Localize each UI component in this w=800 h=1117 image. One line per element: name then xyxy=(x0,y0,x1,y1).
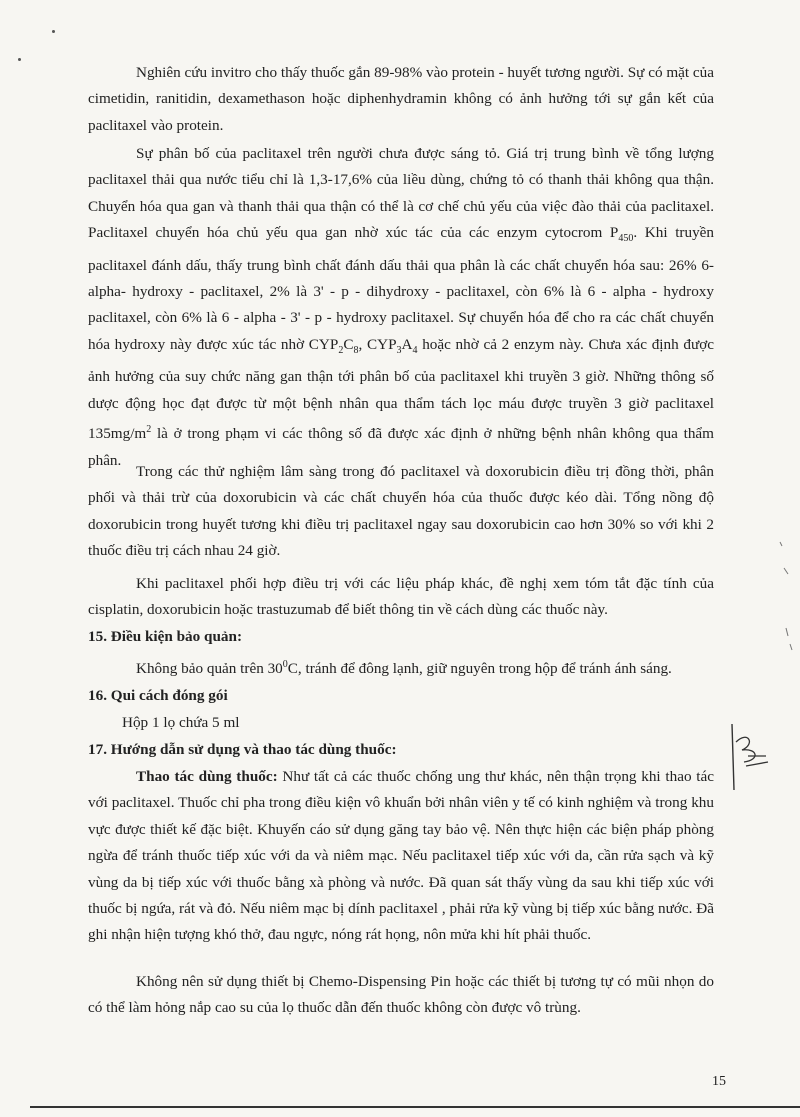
footer-rule xyxy=(30,1106,800,1108)
paragraph-dispensing-pin-warning: Không nên sử dụng thiết bị Chemo-Dispensing Pin hoặc các thiết bị tương tự có mũi nhọn do có thể làm hỏng nắp cao su của lọ thuốc dẫn đến thuốc không còn được vô trùng. xyxy=(88,973,714,1017)
handwritten-initials xyxy=(718,720,778,800)
heading-storage: 15. Điều kiện bảo quản: xyxy=(88,628,243,645)
paragraph-handling: Thao tác dùng thuốc: Như tất cả các thuốc chống ung thư khác, nên thận trọng khi thao tác với paclitaxel. Thuốc chỉ pha trong điều kiện vô khuẩn bởi nhân viên y tế có kinh nghiệm và trong khu vực được thiết kế đặc biệt. Khuyến cáo sử dụng găng tay bảo vệ. Nên thực hiện các biện pháp phòng ngừa để tránh thuốc tiếp xúc với da và niêm mạc. Nếu paclitaxel tiếp xúc với da, cần rửa sạch và kỹ vùng da bị tiếp xúc với thuốc bằng xà phòng và nước. Đã quan sát thấy vùng da sau khi tiếp xúc với thuốc bị ngứa, rát và đỏ. Nếu niêm mạc bị dính paclitaxel , phải rửa kỹ vùng bị tiếp xúc bằng nước. Đã ghi nhận hiện tượng khó thở, đau ngực, nóng rát họng, nôn mửa khi hít phải thuốc. xyxy=(88,768,714,944)
scan-edge-marks xyxy=(776,540,796,660)
handling-label: Thao tác dùng thuốc: xyxy=(136,768,278,785)
packaging-description: Hộp 1 lọ chứa 5 ml xyxy=(122,714,240,731)
storage-conditions: Không bảo quản trên $30^0C$, tránh để đông lạnh, giữ nguyên trong hộp để tránh ánh sáng. xyxy=(136,659,672,678)
paragraph-combination-therapy: Khi paclitaxel phối hợp điều trị với các liệu pháp khác, đề nghị xem tóm tắt đặc tính của cisplatin, doxorubicin hoặc trastuzumab để biết thông tin về cách dùng các thuốc này. xyxy=(88,575,714,619)
scan-speck xyxy=(52,30,55,33)
paragraph-protein-binding: Nghiên cứu invitro cho thấy thuốc gắn 89-98% vào protein - huyết tương người. Sự có mặt của cimetidin, ranitidin, dexamethason hoặc diphenhydramin không có ảnh hưởng tới sự gắn kết của paclitaxel vào protein. xyxy=(88,64,714,134)
scan-speck xyxy=(18,58,21,61)
heading-packaging: 16. Qui cách đóng gói xyxy=(88,687,228,704)
page-number: 15 xyxy=(712,1074,726,1089)
heading-instructions: 17. Hướng dẫn sử dụng và thao tác dùng thuốc: xyxy=(88,741,397,758)
paragraph-distribution: Sự phân bố của paclitaxel trên người chưa được sáng tỏ. Giá trị trung bình về tổng lượng paclitaxel thải qua nước tiểu chỉ là 1,3-17,6% của liều dùng, chứng tỏ có thanh thải không qua thận. Chuyển hóa qua gan và thanh thải qua thận có thể là cơ chế chủ yếu của việc đào thải của paclitaxel. Paclitaxel chuyển hóa chủ yếu qua gan nhờ xúc tác của các enzym cytocrom $P_{450}$. Khi truyền paclitaxel đánh dấu, thấy trung bình chất đánh dấu thải qua phân là các chất chuyển hóa sau: 26% 6-alpha- hydroxy - paclitaxel, 2% là 3' - p - dihydroxy - paclitaxel, còn 6% là 6 - alpha - hydroxy paclitaxel, còn 6% là 6 - alpha - 3' - p - hydroxy paclitaxel. Sự chuyển hóa để cho ra các chất chuyển hóa hydroxy này được xúc tác nhờ $CYP_2C_8$, $CYP_3A_4$ hoặc nhờ cả 2 enzym này. Chưa xác định được ảnh hưởng của suy chức năng gan thận tới phân bố của paclitaxel khi truyền 3 giờ. Những thông số dược động học đạt được từ một bệnh nhân qua thẩm tách lọc máu được truyền 3 giờ paclitaxel $135mg/m^2$ là ở trong phạm vi các thông số đã được xác định ở những bệnh nhân không qua thẩm phân. xyxy=(88,145,715,469)
paragraph-doxorubicin-interaction: Trong các thử nghiệm lâm sàng trong đó paclitaxel và doxorubicin điều trị đồng thời, phân phối và thải trừ của doxorubicin và các chất chuyển hóa của thuốc được kéo dài. Tổng nồng độ doxorubicin trong huyết tương khi điều trị paclitaxel ngay sau doxorubicin cao hơn 30% so với khi 2 thuốc điều trị cách nhau 24 giờ. xyxy=(88,463,714,560)
